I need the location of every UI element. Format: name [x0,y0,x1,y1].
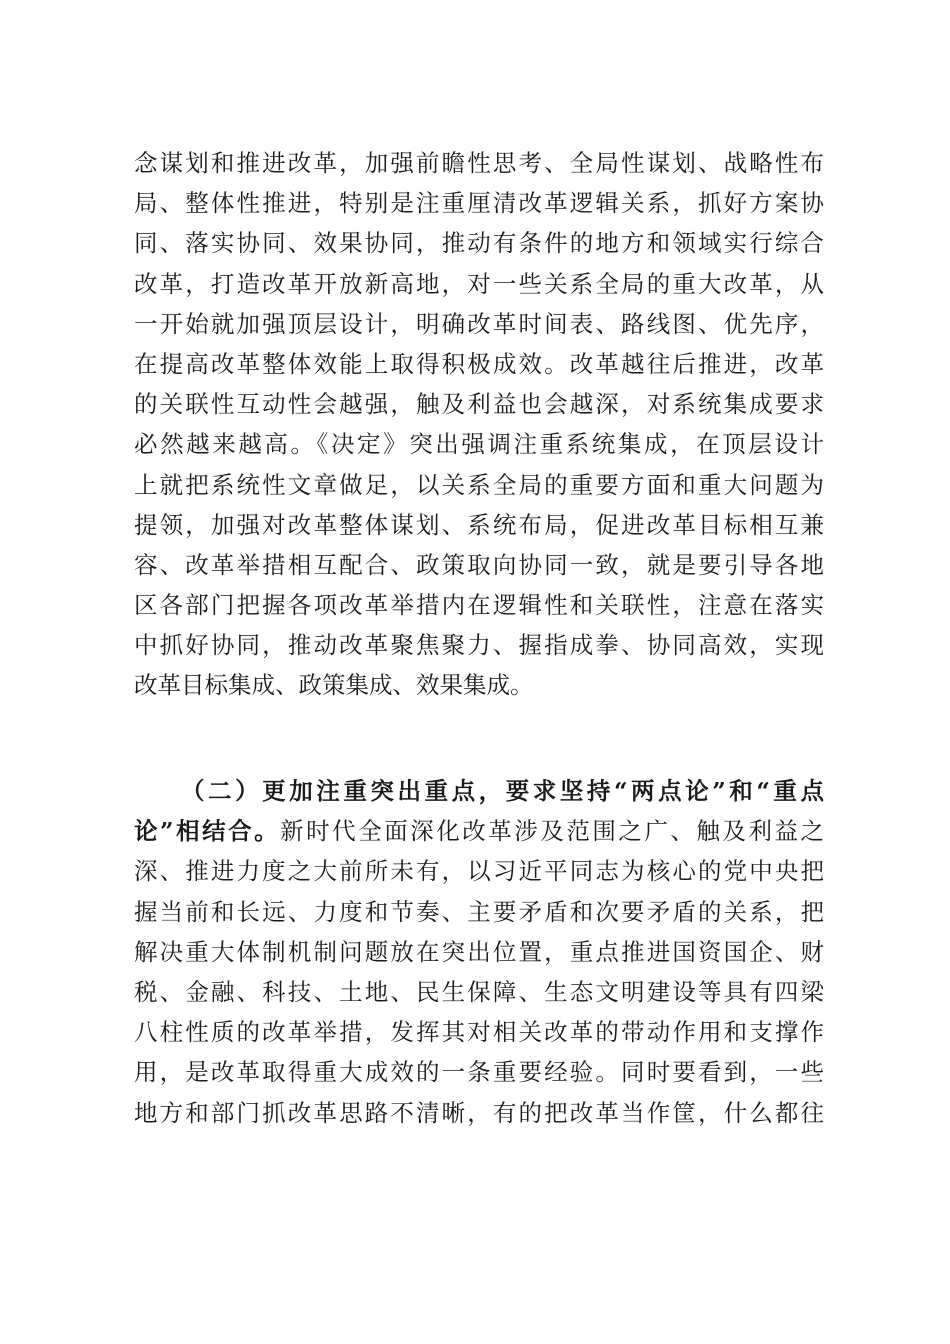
text-line: 的关联性互动性会越强，触及利益也会越深，对系统集成要求 [134,390,824,419]
text-line: 用，是改革取得重大成效的一条重要经验。同时要看到，一些 [134,1058,824,1087]
text-line: 改革目标集成、政策集成、效果集成。 [134,671,534,700]
text-line: 税、金融、科技、土地、民生保障、生态文明建设等具有四梁 [134,977,824,1006]
text-line: 必然越来越高。《决定》突出强调注重系统集成，在顶层设计 [134,430,824,459]
text-line: 握当前和长远、力度和节奏、主要矛盾和次要矛盾的关系，把 [134,897,824,926]
text-line: 改革，打造改革开放新高地，对一些关系全局的重大改革，从 [134,269,824,298]
text-segment: 新时代全面深化改革涉及范围之广、触及利益之 [280,817,825,846]
text-line: 提领，加强对改革整体谋划、系统布局，促进改革目标相互兼 [134,510,824,539]
section-heading-end: 论”相结合。 [134,817,281,846]
text-line: 中抓好协同，推动改革聚焦聚力、握指成拳、协同高效，实现 [134,631,824,660]
section-heading: （二）更加注重突出重点，要求坚持“两点论”和“重点 [181,777,824,805]
text-line [134,811,824,851]
paragraph-2 [134,771,824,1133]
text-line: 区各部门把握各项改革举措内在逻辑性和关联性，注意在落实 [134,591,824,620]
section-heading-line [134,771,824,811]
text-line: 局、整体性推进，特别是注重厘清改革逻辑关系，抓好方案协 [134,189,824,218]
text-line: 一开始就加强顶层设计，明确改革时间表、路线图、优先序， [134,309,824,338]
paragraph-1 [134,143,824,706]
text-line: 念谋划和推进改革，加强前瞻性思考、全局性谋划、战略性布 [134,149,824,177]
text-line: 同、落实协同、效果协同，推动有条件的地方和领域实行综合 [134,229,824,258]
text-line: 深、推进力度之大前所未有，以习近平同志为核心的党中央把 [134,857,824,886]
text-line: 上就把系统性文章做足，以关系全局的重要方面和重大问题为 [134,470,824,499]
text-line: 地方和部门抓改革思路不清晰，有的把改革当作筐，什么都往 [134,1098,824,1127]
text-line: 解决重大体制机制问题放在突出位置，重点推进国资国企、财 [134,937,824,966]
text-line: 在提高改革整体效能上取得积极成效。改革越往后推进，改革 [134,349,824,378]
text-line: 容、改革举措相互配合、政策取向协同一致，就是要引导各地 [134,550,824,579]
text-line: 八柱性质的改革举措，发挥其对相关改革的带动作用和支撑作 [134,1018,824,1047]
